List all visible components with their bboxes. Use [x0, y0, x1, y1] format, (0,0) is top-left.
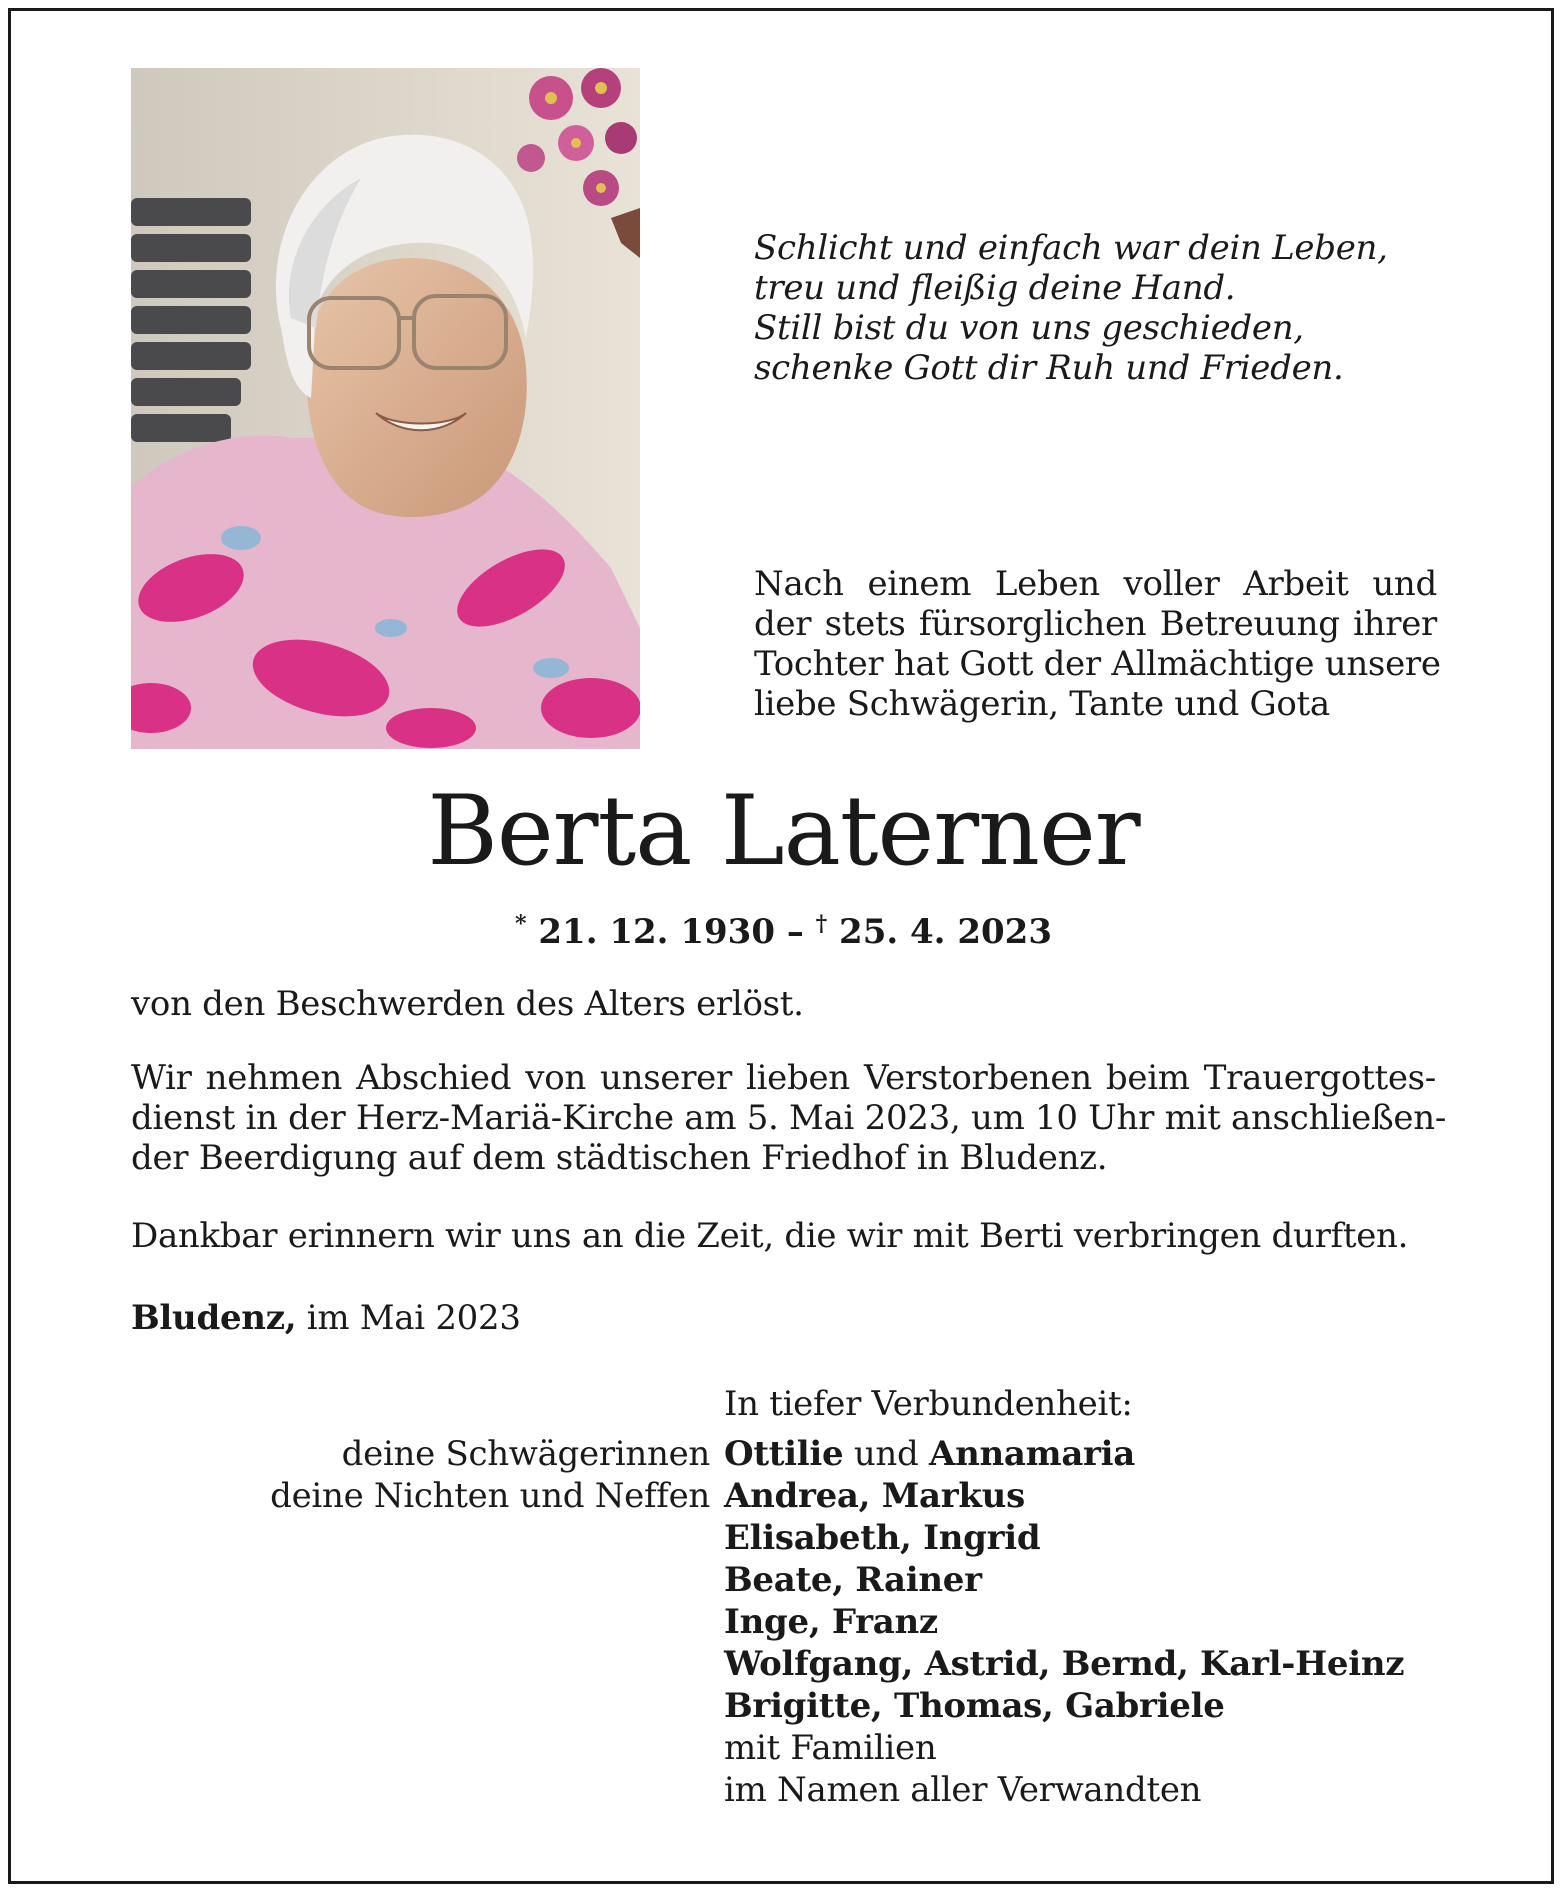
mourner-line: [724, 1601, 1404, 1643]
intro-line: der stets fürsorglichen Betreuung ihrer: [754, 604, 1437, 644]
verse-line: treu und fleißig deine Hand.: [754, 268, 1236, 308]
mourner-name: Andrea, Markus: [724, 1476, 1025, 1516]
verse-line: Still bist du von uns geschieden,: [754, 308, 1304, 348]
relation-label-nieces-nephews: deine Nichten und Neffen: [270, 1476, 710, 1516]
portrait-photo: [131, 68, 640, 749]
funeral-info: [131, 1058, 1447, 1178]
mourner-joiner: und: [843, 1434, 929, 1474]
mourners-list: [724, 1433, 1404, 1811]
mourner-line: [724, 1643, 1404, 1685]
intro-paragraph: [754, 564, 1441, 724]
life-dates: [0, 904, 1567, 952]
relatives-line: im Namen aller Verwandten: [724, 1770, 1202, 1810]
death-date: 25. 4. 2023: [839, 912, 1052, 952]
relation-label-sisters-in-law: deine Schwägerinnen: [341, 1434, 710, 1474]
intro-line: Nach einem Leben voller Arbeit und: [754, 564, 1437, 604]
mourner-name: Elisabeth, Ingrid: [724, 1518, 1041, 1558]
mourner-line: [724, 1433, 1404, 1475]
death-symbol: †: [815, 911, 828, 937]
memorial-verse: [754, 228, 1474, 388]
mourner-name: Brigitte, Thomas, Gabriele: [724, 1686, 1225, 1726]
verse-line: Schlicht und einfach war dein Leben,: [754, 228, 1388, 268]
intro-line: Tochter hat Gott der Allmächtige unsere: [754, 644, 1441, 684]
mourner-name: Ottilie: [724, 1434, 844, 1474]
date-separator: –: [774, 912, 816, 952]
mourner-line: [724, 1475, 1404, 1517]
mourner-name: Wolfgang, Astrid, Bernd, Karl-Heinz: [724, 1644, 1405, 1684]
publication-date: im Mai 2023: [296, 1298, 521, 1338]
deceased-name: Berta Laterner: [427, 775, 1140, 887]
birth-date: 21. 12. 1930: [538, 912, 775, 952]
verse-line: schenke Gott dir Ruh und Frieden.: [754, 348, 1344, 388]
families-line: mit Familien: [724, 1728, 937, 1768]
funeral-line: Wir nehmen Abschied von unserer lieben Verstorbenen beim Trauergottes-: [131, 1058, 1436, 1098]
gratitude-line: Dankbar erinnern wir uns an die Zeit, die wir mit Berti verbringen durften.: [131, 1216, 1409, 1256]
intro-line: liebe Schwägerin, Tante und Gota: [754, 684, 1330, 724]
release-text: [131, 984, 1436, 1024]
mourner-name: Annamaria: [929, 1434, 1136, 1474]
mourner-line: [724, 1559, 1404, 1601]
mourner-name: Inge, Franz: [724, 1602, 938, 1642]
mourner-line: [724, 1517, 1404, 1559]
place-date: [131, 1298, 1436, 1338]
funeral-line: dienst in der Herz-Mariä-Kirche am 5. Mai 2023, um 10 Uhr mit anschließen-: [131, 1098, 1447, 1138]
release-line: von den Beschwerden des Alters erlöst.: [131, 984, 804, 1024]
funeral-line: der Beerdigung auf dem städtischen Friedhof in Bludenz.: [131, 1138, 1108, 1178]
place-name: Bludenz,: [131, 1298, 297, 1338]
birth-symbol: *: [515, 911, 527, 937]
closing-phrase: In tiefer Verbundenheit:: [724, 1384, 1133, 1424]
mourner-line: [724, 1685, 1404, 1727]
gratitude-text: [131, 1216, 1436, 1256]
mourner-name: Beate, Rainer: [724, 1560, 982, 1600]
